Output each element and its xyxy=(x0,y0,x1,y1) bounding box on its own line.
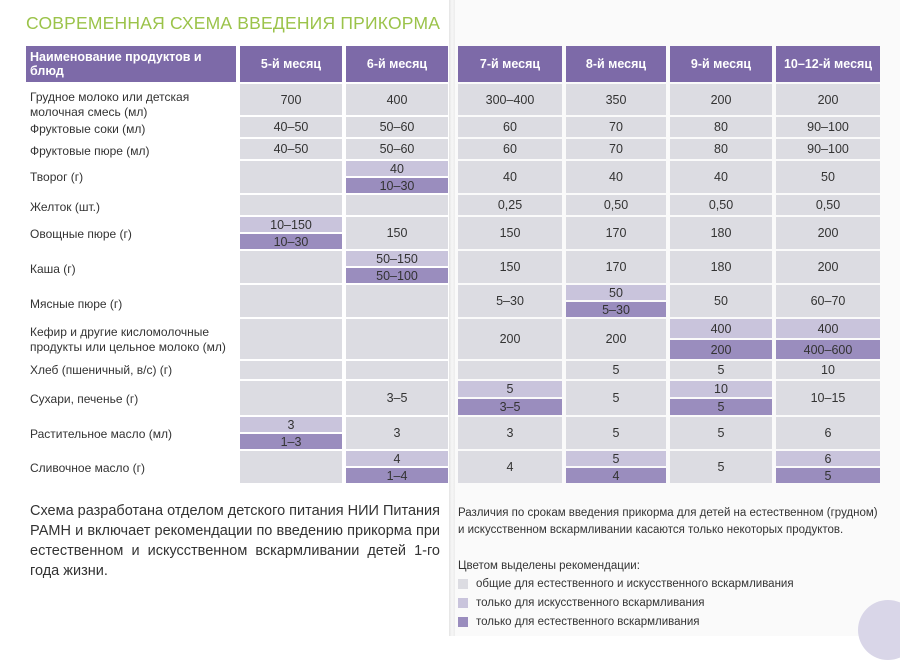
page-title: СОВРЕМЕННАЯ СХЕМА ВВЕДЕНИЯ ПРИКОРМА xyxy=(26,13,441,33)
table-cell-m5-empty xyxy=(240,195,342,215)
legend-text-artificial: только для искусственного вскармливания xyxy=(476,597,705,609)
table-cell-m9-upper: 400 xyxy=(670,319,772,338)
table-cell-m9: 5 xyxy=(670,417,772,449)
row-label: Фруктовые соки (мл) xyxy=(30,122,146,136)
legend-text-common: общие для естественного и искусственного вскармливания xyxy=(476,578,794,590)
table-cell-m10: 90–100 xyxy=(776,139,880,159)
table-cell-m8: 5 xyxy=(566,417,666,449)
book-spine xyxy=(449,0,455,636)
table-cell-m5-lower: 10–30 xyxy=(240,234,342,249)
table-cell-m10: 200 xyxy=(776,217,880,249)
header-month-8: 8-й месяц xyxy=(566,46,666,82)
row-label: Сухари, печенье (г) xyxy=(30,392,139,406)
table-cell-m10-upper: 400 xyxy=(776,319,880,338)
table-cell-m7: 300–400 xyxy=(458,84,562,115)
table-cell-m5-upper: 3 xyxy=(240,417,342,432)
table-cell-m7: 60 xyxy=(458,117,562,137)
table-cell-m10: 200 xyxy=(776,251,880,283)
row-label: Сливочное масло (г) xyxy=(30,461,146,475)
table-cell-m10-lower: 400–600 xyxy=(776,340,880,359)
table-cell-m9: 5 xyxy=(670,451,772,483)
row-label: Каша (г) xyxy=(30,262,76,276)
table-cell-m6-upper: 50–150 xyxy=(346,251,448,266)
table-cell-m8: 170 xyxy=(566,217,666,249)
table-cell-m9: 180 xyxy=(670,217,772,249)
table-cell-m5: 700 xyxy=(240,84,342,115)
table-cell-m10: 6 xyxy=(776,417,880,449)
table-cell-m10: 90–100 xyxy=(776,117,880,137)
table-cell-m5-upper: 10–150 xyxy=(240,217,342,232)
table-cell-m5-empty xyxy=(240,381,342,415)
legend-title-text: Цветом выделены рекомендации: xyxy=(458,560,640,572)
table-cell-m7: 3 xyxy=(458,417,562,449)
row-label: Фруктовые пюре (мл) xyxy=(30,144,150,158)
legend-item-artificial xyxy=(458,597,705,609)
table-cell-m7: 150 xyxy=(458,217,562,249)
row-label: Грудное молоко или детская молочная смесь (мл) xyxy=(30,90,190,119)
header-month-10-12: 10–12-й месяц xyxy=(776,46,880,82)
table-cell-m10: 60–70 xyxy=(776,285,880,317)
legend-swatch-natural xyxy=(458,617,468,627)
table-cell-m9: 5 xyxy=(670,361,772,379)
table-cell-m8: 0,50 xyxy=(566,195,666,215)
table-cell-m8-lower: 5–30 xyxy=(566,302,666,317)
table-cell-m8: 5 xyxy=(566,381,666,415)
table-cell-m7: 200 xyxy=(458,319,562,359)
table-cell-m10: 50 xyxy=(776,161,880,193)
table-cell-m8: 40 xyxy=(566,161,666,193)
table-cell-m5: 40–50 xyxy=(240,117,342,137)
table-cell-m6: 50–60 xyxy=(346,117,448,137)
table-cell-m5-lower: 1–3 xyxy=(240,434,342,449)
table-cell-m6: 150 xyxy=(346,217,448,249)
table-cell-m10: 10–15 xyxy=(776,381,880,415)
table-cell-m5-empty xyxy=(240,451,342,483)
table-cell-m7-upper: 5 xyxy=(458,381,562,397)
legend-swatch-common xyxy=(458,579,468,589)
table-cell-m8: 200 xyxy=(566,319,666,359)
footer-note-right: Различия по срокам введения прикорма для детей на естественном (грудном) и искусственном вскармливании касаются только некоторых продуктов. xyxy=(458,507,878,536)
table-cell-m5: 40–50 xyxy=(240,139,342,159)
table-cell-m6-lower: 10–30 xyxy=(346,178,448,193)
table-cell-m6-empty xyxy=(346,361,448,379)
table-cell-m10: 10 xyxy=(776,361,880,379)
table-cell-m5-empty xyxy=(240,251,342,283)
legend-item-common xyxy=(458,578,794,590)
table-cell-m7: 60 xyxy=(458,139,562,159)
table-cell-m8-upper: 5 xyxy=(566,451,666,466)
row-label: Кефир и другие кисломолочные продукты или цельное молоко (мл) xyxy=(30,325,226,354)
table-cell-m5-empty xyxy=(240,361,342,379)
table-cell-m5-empty xyxy=(240,285,342,317)
table-cell-m6-lower: 50–100 xyxy=(346,268,448,283)
table-cell-m8-upper: 50 xyxy=(566,285,666,300)
table-cell-m5-empty xyxy=(240,161,342,193)
legend-text-natural: только для естественного вскармливания xyxy=(476,616,700,628)
table-cell-m6: 50–60 xyxy=(346,139,448,159)
table-cell-m8: 5 xyxy=(566,361,666,379)
table-cell-m9-lower: 5 xyxy=(670,399,772,415)
table-cell-m6: 400 xyxy=(346,84,448,115)
row-label: Хлеб (пшеничный, в/с) (г) xyxy=(30,363,173,377)
table-cell-m9-upper: 10 xyxy=(670,381,772,397)
row-label: Мясные пюре (г) xyxy=(30,297,123,311)
table-cell-m10-upper: 6 xyxy=(776,451,880,466)
table-cell-m6: 3–5 xyxy=(346,381,448,415)
table-cell-m6-empty xyxy=(346,195,448,215)
row-label: Растительное масло (мл) xyxy=(30,427,172,441)
table-cell-m10: 0,50 xyxy=(776,195,880,215)
table-cell-m6: 3 xyxy=(346,417,448,449)
table-cell-m8: 70 xyxy=(566,117,666,137)
table-cell-m9: 180 xyxy=(670,251,772,283)
legend-item-natural xyxy=(458,616,700,628)
table-cell-m10: 200 xyxy=(776,84,880,115)
table-cell-m6-empty xyxy=(346,319,448,359)
table-cell-m6-empty xyxy=(346,285,448,317)
table-cell-m7-lower: 3–5 xyxy=(458,399,562,415)
table-cell-m7: 40 xyxy=(458,161,562,193)
table-cell-m7: 5–30 xyxy=(458,285,562,317)
header-product: Наименование продуктов и блюд xyxy=(26,46,236,82)
table-cell-m9-lower: 200 xyxy=(670,340,772,359)
table-cell-m7: 0,25 xyxy=(458,195,562,215)
legend-title xyxy=(458,560,640,572)
legend-swatch-artificial xyxy=(458,598,468,608)
table-cell-m9: 200 xyxy=(670,84,772,115)
table-cell-m9: 80 xyxy=(670,139,772,159)
table-cell-m9: 50 xyxy=(670,285,772,317)
table-cell-m7: 150 xyxy=(458,251,562,283)
table-cell-m6-upper: 4 xyxy=(346,451,448,466)
table-cell-m7-empty xyxy=(458,361,562,379)
row-label: Овощные пюре (г) xyxy=(30,227,132,241)
header-month-5: 5-й месяц xyxy=(240,46,342,82)
table-cell-m8: 350 xyxy=(566,84,666,115)
table-cell-m9: 40 xyxy=(670,161,772,193)
table-cell-m5-empty xyxy=(240,319,342,359)
table-cell-m9: 0,50 xyxy=(670,195,772,215)
row-label: Желток (шт.) xyxy=(30,200,100,214)
table-cell-m6-upper: 40 xyxy=(346,161,448,176)
table-cell-m9: 80 xyxy=(670,117,772,137)
header-month-7: 7-й месяц xyxy=(458,46,562,82)
table-cell-m6-lower: 1–4 xyxy=(346,468,448,483)
header-month-6: 6-й месяц xyxy=(346,46,448,82)
row-label: Творог (г) xyxy=(30,170,84,184)
table-cell-m8: 170 xyxy=(566,251,666,283)
table-cell-m8-lower: 4 xyxy=(566,468,666,483)
table-cell-m8: 70 xyxy=(566,139,666,159)
table-cell-m10-lower: 5 xyxy=(776,468,880,483)
table-cell-m7: 4 xyxy=(458,451,562,483)
footer-note-left: Схема разработана отделом детского питания НИИ Питания РАМН и включает рекомендации по введению прикорма при естественном и искусственном вскармливании детей 1-го года жизни. xyxy=(30,503,441,579)
header-month-9: 9-й месяц xyxy=(670,46,772,82)
